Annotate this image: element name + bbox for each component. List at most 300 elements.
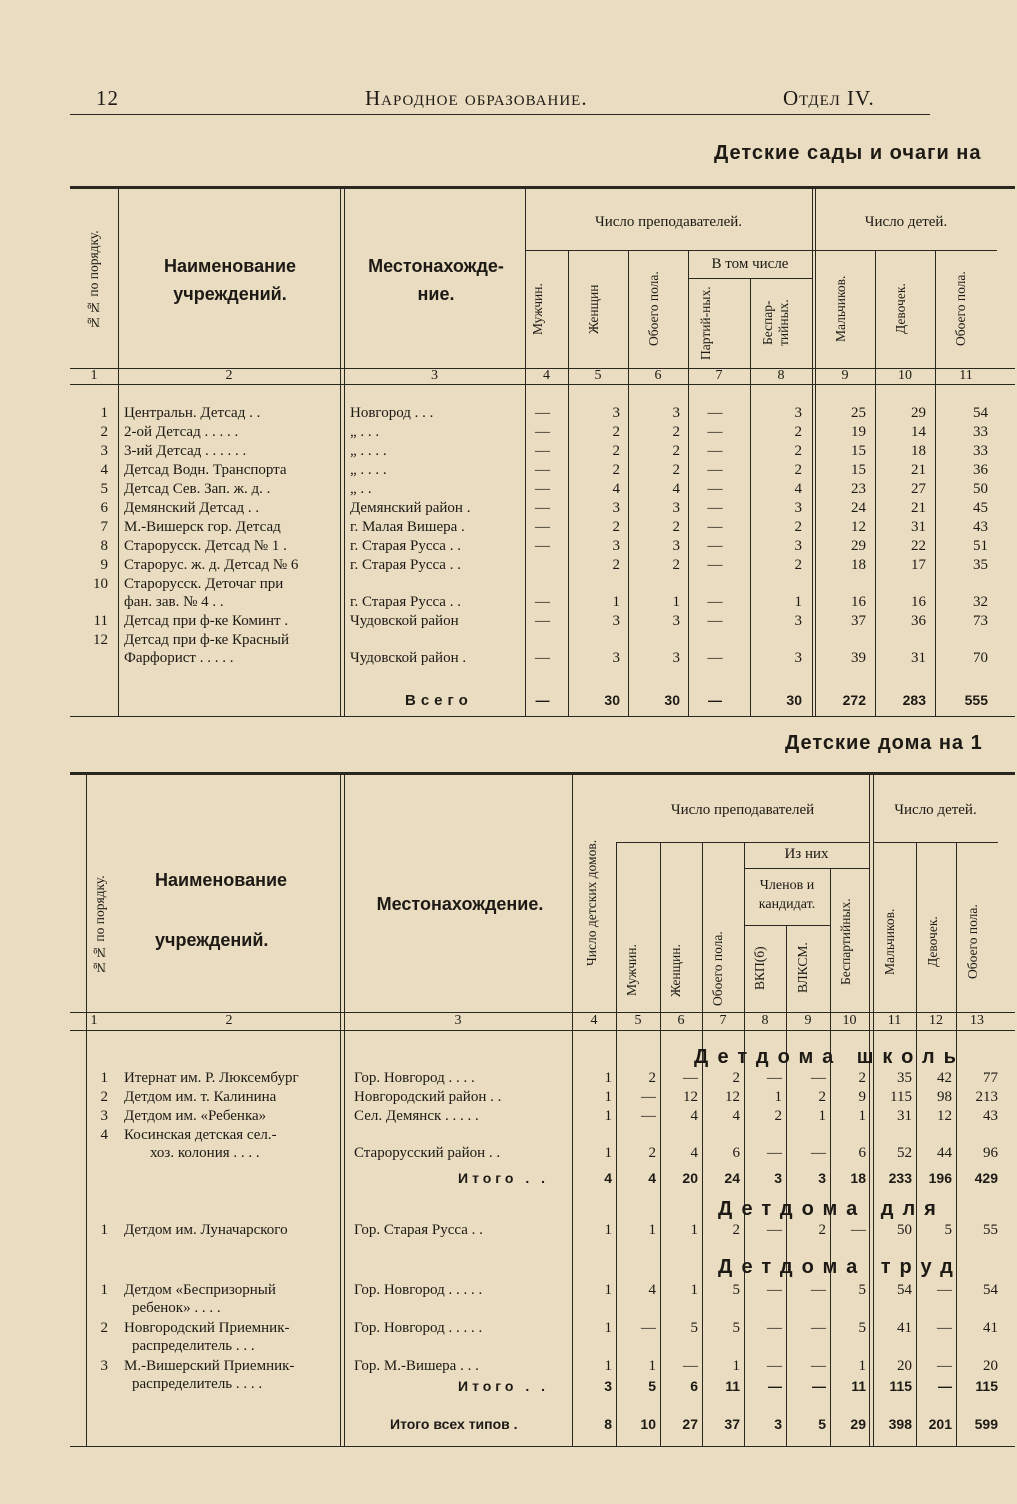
row-value: 1 xyxy=(672,594,680,610)
col-header-both2: Обоего пола. xyxy=(965,904,980,980)
row-value: 54 xyxy=(983,1282,998,1298)
row-location: Гор. М.-Вишера . . . xyxy=(354,1358,479,1374)
col-number: 11 xyxy=(887,1013,902,1028)
row-value: 21 xyxy=(911,462,926,478)
total-value: 115 xyxy=(975,1378,998,1394)
row-value: 16 xyxy=(851,594,866,610)
row-name: Детдом им. Луначарского xyxy=(124,1222,288,1238)
row-value: 4 xyxy=(690,1145,698,1161)
row-value: 6 xyxy=(858,1145,866,1161)
col-header-nonparty: Беспар-тийных. xyxy=(760,299,791,347)
total-value: 10 xyxy=(640,1416,656,1432)
row-location: Сел. Демянск . . . . . xyxy=(354,1108,479,1124)
row-value: 22 xyxy=(911,538,926,554)
row-name-cont: ребенок» . . . . xyxy=(132,1300,221,1316)
total-value: 283 xyxy=(902,692,926,708)
row-value: 1 xyxy=(604,1145,612,1161)
row-value: 98 xyxy=(937,1089,952,1105)
col-divider xyxy=(86,772,87,1446)
row-value: — xyxy=(707,443,723,459)
group-rule xyxy=(688,278,812,279)
row-value: 33 xyxy=(973,424,988,440)
row-value: 50 xyxy=(973,481,988,497)
row-value: 2 xyxy=(794,462,802,478)
row-value: 2 xyxy=(732,1222,740,1238)
row-value: 20 xyxy=(983,1358,998,1374)
row-value: 2 xyxy=(612,462,620,478)
total-value: 8 xyxy=(604,1416,612,1432)
total-label: Итого . . xyxy=(458,1378,550,1394)
row-value: 36 xyxy=(911,613,926,629)
row-value: 3 xyxy=(672,538,680,554)
row-name: Новгородский Приемник- xyxy=(124,1320,290,1336)
row-value: 2 xyxy=(648,1070,656,1086)
row-value: 3 xyxy=(612,405,620,421)
row-location: Гор. Новгород . . . . . xyxy=(354,1282,483,1298)
col-divider xyxy=(812,186,813,716)
row-value: — xyxy=(811,1358,826,1374)
total-value: 555 xyxy=(964,692,988,708)
row-value: 42 xyxy=(937,1070,952,1086)
total-value: 3 xyxy=(818,1170,826,1186)
row-value: 36 xyxy=(973,462,988,478)
group-rule xyxy=(815,250,997,251)
row-value: 35 xyxy=(973,557,988,573)
row-value: 3 xyxy=(794,500,802,516)
total-value: 29 xyxy=(850,1416,866,1432)
row-value: — xyxy=(811,1145,826,1161)
row-value: 2 xyxy=(672,424,680,440)
row-name-cont: фан. зав. № 4 . . xyxy=(124,594,224,610)
row-value: 3 xyxy=(672,405,680,421)
row-number: 1 xyxy=(100,1222,108,1238)
col-number: 5 xyxy=(594,368,602,383)
col-header-girls: Девочек. xyxy=(893,283,908,335)
row-value: 18 xyxy=(911,443,926,459)
row-value: 2 xyxy=(672,519,680,535)
table2-title: Детские дома на 1 xyxy=(785,732,983,754)
row-value: — xyxy=(707,519,723,535)
row-value: 23 xyxy=(851,481,866,497)
total-value: 599 xyxy=(974,1416,998,1432)
row-name: М.-Вишерский Приемник- xyxy=(124,1358,295,1374)
row-number: 1 xyxy=(100,405,108,421)
row-location: Чудовской район xyxy=(350,613,459,629)
col-header-both: Обоего пола. xyxy=(646,271,661,347)
col-header-men: Мужчин. xyxy=(530,283,545,335)
total-value: 11 xyxy=(725,1378,740,1394)
row-value: 2 xyxy=(794,424,802,440)
total-label: Всего xyxy=(405,692,473,709)
row-value: 31 xyxy=(911,519,926,535)
col-header-both2: Обоего пола. xyxy=(953,271,968,347)
row-value: 32 xyxy=(973,594,988,610)
col-number: 13 xyxy=(970,1013,984,1028)
row-value: — xyxy=(535,443,550,459)
row-value: 52 xyxy=(897,1145,912,1161)
col-header-incl: В том числе xyxy=(711,256,789,272)
table1-top-rule xyxy=(70,186,1015,189)
row-value: — xyxy=(707,613,723,629)
row-name: Старорусск. Деточаг при xyxy=(124,576,284,592)
row-value: 1 xyxy=(732,1358,740,1374)
row-value: 21 xyxy=(911,500,926,516)
row-value: 17 xyxy=(911,557,926,573)
col-number: 1 xyxy=(90,1013,98,1028)
col-header-teachers: Число преподавателей. xyxy=(594,214,743,230)
col-divider xyxy=(744,842,745,1446)
total-value: 233 xyxy=(888,1170,912,1186)
row-value: 2 xyxy=(672,557,680,573)
row-value: 43 xyxy=(983,1108,998,1124)
total-label: Итого всех типов . xyxy=(390,1416,518,1432)
col-divider xyxy=(340,772,341,1446)
row-location: г. Старая Русса . . xyxy=(350,557,461,573)
row-name: Косинская детская сел.- xyxy=(124,1127,277,1143)
row-name: 2-ой Детсад . . . . . xyxy=(124,424,239,440)
row-value: 1 xyxy=(648,1222,656,1238)
row-value: 4 xyxy=(612,481,620,497)
row-number: 3 xyxy=(100,1358,108,1374)
row-number: 3 xyxy=(100,443,108,459)
row-value: 1 xyxy=(648,1358,656,1374)
row-value: 3 xyxy=(794,650,802,666)
row-value: 2 xyxy=(672,443,680,459)
total-value: 18 xyxy=(850,1170,866,1186)
row-value: 4 xyxy=(794,481,802,497)
row-value: — xyxy=(811,1070,826,1086)
row-name: Демянский Детсад . . xyxy=(124,500,260,516)
section-label: Отдел IV. xyxy=(783,86,875,110)
row-value: 31 xyxy=(897,1108,912,1124)
row-value: 77 xyxy=(983,1070,998,1086)
row-value: 4 xyxy=(690,1108,698,1124)
row-value: 1 xyxy=(604,1282,612,1298)
row-value: 12 xyxy=(937,1108,952,1124)
row-name-cont: распределитель . . . xyxy=(132,1338,255,1354)
col-number: 9 xyxy=(841,368,849,383)
total-value: 3 xyxy=(604,1378,612,1394)
row-value: 1 xyxy=(604,1070,612,1086)
row-name: Старорус. ж. д. Детсад № 6 xyxy=(124,557,299,573)
col-header-teachers: Число преподавателей xyxy=(670,802,815,818)
row-value: 1 xyxy=(690,1222,698,1238)
total-value: 6 xyxy=(690,1378,698,1394)
group-rule xyxy=(744,925,830,926)
row-value: 6 xyxy=(732,1145,740,1161)
total-value: 11 xyxy=(851,1378,866,1394)
col-header-boys: Мальчиков. xyxy=(882,908,897,976)
row-value: 3 xyxy=(672,613,680,629)
table1-colnum-rule xyxy=(70,384,1015,385)
row-value: 37 xyxy=(851,613,866,629)
col-number: 8 xyxy=(777,368,785,383)
row-number: 1 xyxy=(100,1282,108,1298)
row-value: 12 xyxy=(725,1089,740,1105)
col-header-name: Наименование учреждений. xyxy=(155,870,288,950)
row-value: 41 xyxy=(897,1320,912,1336)
row-value: 2 xyxy=(818,1222,826,1238)
row-number: 2 xyxy=(100,424,108,440)
row-value: 33 xyxy=(973,443,988,459)
group-rule xyxy=(525,250,815,251)
row-name: Детсад при ф-ке Красный xyxy=(124,632,289,648)
row-number: 4 xyxy=(100,1127,108,1143)
row-value: 45 xyxy=(973,500,988,516)
row-location: г. Старая Русса . . xyxy=(350,594,461,610)
row-value: — xyxy=(937,1320,952,1336)
row-location: Демянский район . xyxy=(350,500,471,516)
row-value: — xyxy=(767,1358,782,1374)
row-value: — xyxy=(535,481,550,497)
col-number: 10 xyxy=(898,368,912,383)
total-value: — xyxy=(768,1378,782,1394)
col-number: 4 xyxy=(590,1013,598,1028)
row-value: 25 xyxy=(851,405,866,421)
row-value: 2 xyxy=(794,557,802,573)
row-value: 1 xyxy=(604,1089,612,1105)
header-rule xyxy=(70,114,930,115)
row-name: Детдом им. «Ребенка» xyxy=(124,1108,267,1124)
row-value: 70 xyxy=(973,650,988,666)
row-value: — xyxy=(535,405,550,421)
row-value: — xyxy=(767,1070,782,1086)
col-header-number: №№ по порядку. xyxy=(86,230,101,330)
row-value: 3 xyxy=(612,500,620,516)
col-divider xyxy=(702,842,703,1446)
row-value: — xyxy=(535,424,550,440)
total-value: — xyxy=(812,1378,826,1394)
row-value: — xyxy=(767,1320,782,1336)
col-header-boys: Мальчиков. xyxy=(833,275,848,343)
row-value: — xyxy=(937,1358,952,1374)
row-number: 4 xyxy=(100,462,108,478)
row-value: 2 xyxy=(612,557,620,573)
row-value: — xyxy=(851,1222,866,1238)
row-name-cont: хоз. колония . . . . xyxy=(150,1145,260,1161)
col-header-girls: Девочек. xyxy=(925,916,940,968)
col-header-location: Местонахождение. xyxy=(376,894,544,914)
row-value: 3 xyxy=(612,650,620,666)
col-number: 12 xyxy=(929,1013,943,1028)
total-value: 5 xyxy=(648,1378,656,1394)
row-number: 11 xyxy=(93,613,108,629)
row-value: 3 xyxy=(612,613,620,629)
row-value: — xyxy=(535,462,550,478)
row-value: 1 xyxy=(858,1108,866,1124)
total-value: 5 xyxy=(818,1416,826,1432)
row-value: 15 xyxy=(851,462,866,478)
row-value: 5 xyxy=(858,1282,866,1298)
row-value: 2 xyxy=(794,519,802,535)
row-value: 5 xyxy=(690,1320,698,1336)
row-value: 1 xyxy=(604,1222,612,1238)
row-value: — xyxy=(707,594,723,610)
row-name: Старорусск. Детсад № 1 . xyxy=(124,538,287,554)
row-value: 3 xyxy=(612,538,620,554)
col-header-children: Число детей. xyxy=(864,214,948,230)
col-divider xyxy=(344,186,345,716)
col-header-vkp: ВКП(б) xyxy=(752,946,767,990)
col-header-number: №№ по порядку. xyxy=(92,875,107,975)
group-rule xyxy=(873,842,998,843)
row-value: 29 xyxy=(851,538,866,554)
row-value: 2 xyxy=(858,1070,866,1086)
row-value: 2 xyxy=(794,443,802,459)
row-name: М.-Вишерск гор. Детсад xyxy=(124,519,281,535)
col-number: 7 xyxy=(719,1013,727,1028)
row-name-cont: распределитель . . . . xyxy=(132,1376,263,1392)
row-value: 55 xyxy=(983,1222,998,1238)
row-value: 31 xyxy=(911,650,926,666)
row-value: 2 xyxy=(612,519,620,535)
row-name: Детдом «Беспризорный xyxy=(124,1282,276,1298)
row-number: 10 xyxy=(93,576,108,592)
row-value: 35 xyxy=(897,1070,912,1086)
row-value: — xyxy=(767,1282,782,1298)
section-title: Детдома труд xyxy=(718,1256,962,1278)
row-value: — xyxy=(707,538,723,554)
row-value: — xyxy=(535,538,550,554)
col-number: 2 xyxy=(225,1013,233,1028)
col-number: 9 xyxy=(804,1013,812,1028)
row-value: — xyxy=(535,500,550,516)
total-value: 398 xyxy=(888,1416,912,1432)
col-header-children: Число детей. xyxy=(894,802,977,818)
total-value: 30 xyxy=(664,692,680,708)
row-value: — xyxy=(707,557,723,573)
row-number: 1 xyxy=(100,1070,108,1086)
row-value: 5 xyxy=(858,1320,866,1336)
row-value: — xyxy=(683,1358,698,1374)
row-value: — xyxy=(535,613,550,629)
row-value: 41 xyxy=(983,1320,998,1336)
col-number: 6 xyxy=(654,368,662,383)
row-value: 4 xyxy=(648,1282,656,1298)
col-header-women: Женщин xyxy=(586,284,601,334)
col-number: 6 xyxy=(677,1013,685,1028)
row-location: „ . . . . xyxy=(350,443,387,459)
row-value: 9 xyxy=(858,1089,866,1105)
row-value: 1 xyxy=(858,1358,866,1374)
page-number: 12 xyxy=(96,86,119,110)
row-value: 43 xyxy=(973,519,988,535)
row-value: 14 xyxy=(911,424,926,440)
row-value: — xyxy=(811,1282,826,1298)
col-header-both: Обоего пола. xyxy=(710,931,725,1006)
row-value: 51 xyxy=(973,538,988,554)
row-number: 9 xyxy=(100,557,108,573)
row-value: 3 xyxy=(794,538,802,554)
col-header-homes: Число детских домов. xyxy=(584,839,599,966)
col-header-of-them: Из них xyxy=(784,846,829,862)
row-value: — xyxy=(767,1145,782,1161)
col-number: 2 xyxy=(225,368,233,383)
row-value: — xyxy=(641,1089,656,1105)
row-location: „ . . xyxy=(350,481,372,497)
col-header-location: Местонахожде-ние. xyxy=(368,256,504,304)
row-name: Центральн. Детсад . . xyxy=(124,405,261,421)
row-value: — xyxy=(937,1282,952,1298)
row-value: — xyxy=(707,481,723,497)
row-value: 15 xyxy=(851,443,866,459)
row-value: 2 xyxy=(612,443,620,459)
table2-bottom-rule xyxy=(70,1446,1015,1447)
row-value: 2 xyxy=(648,1145,656,1161)
col-header-women: Женщин. xyxy=(668,944,683,997)
col-divider xyxy=(916,842,917,1446)
total-value: 4 xyxy=(648,1170,656,1186)
row-value: 1 xyxy=(604,1108,612,1124)
total-value: 3 xyxy=(774,1170,782,1186)
row-value: 4 xyxy=(672,481,680,497)
row-location: Чудовской район . xyxy=(350,650,467,666)
col-divider xyxy=(660,842,661,1446)
row-value: 29 xyxy=(911,405,926,421)
row-value: — xyxy=(707,462,723,478)
col-header-name: Наименование учреждений. xyxy=(163,256,297,304)
row-name: Детсад Сев. Зап. ж. д. . xyxy=(124,481,271,497)
row-number: 7 xyxy=(100,519,108,535)
row-location: Гор. Новгород . . . . . xyxy=(354,1320,483,1336)
total-value: 24 xyxy=(724,1170,740,1186)
col-divider xyxy=(616,842,617,1446)
col-header-vlksm: ВЛКСМ. xyxy=(795,942,810,994)
row-location: „ . . . . xyxy=(350,462,387,478)
row-number: 8 xyxy=(100,538,108,554)
col-number: 1 xyxy=(90,368,98,383)
col-header-party: Партий-ных. xyxy=(698,286,713,360)
col-number: 7 xyxy=(715,368,723,383)
row-value: 12 xyxy=(851,519,866,535)
row-value: 24 xyxy=(851,500,866,516)
row-value: 3 xyxy=(794,613,802,629)
total-value: 27 xyxy=(682,1416,698,1432)
row-number: 6 xyxy=(100,500,108,516)
row-name-cont: Фарфорист . . . . . xyxy=(124,650,234,666)
row-value: 16 xyxy=(911,594,926,610)
section-title: Детдома школь xyxy=(694,1046,965,1068)
row-name: Итернат им. Р. Люксембург xyxy=(124,1070,299,1086)
row-value: 2 xyxy=(732,1070,740,1086)
total-value: 201 xyxy=(928,1416,952,1432)
row-value: 1 xyxy=(690,1282,698,1298)
row-value: 54 xyxy=(897,1282,912,1298)
col-number: 5 xyxy=(634,1013,642,1028)
row-value: 213 xyxy=(975,1089,998,1105)
col-divider xyxy=(340,186,341,716)
table1-bottom-rule xyxy=(70,716,1015,717)
total-value: 30 xyxy=(786,692,802,708)
row-number: 5 xyxy=(100,481,108,497)
total-label: Итого . . xyxy=(458,1170,550,1186)
row-value: — xyxy=(707,500,723,516)
row-value: 2 xyxy=(672,462,680,478)
row-value: 3 xyxy=(672,650,680,666)
row-value: 1 xyxy=(604,1358,612,1374)
total-value: 272 xyxy=(842,692,866,708)
row-location: „ . . . xyxy=(350,424,380,440)
row-value: — xyxy=(707,650,723,666)
row-value: — xyxy=(641,1320,656,1336)
row-location: Новгород . . . xyxy=(350,405,434,421)
row-value: — xyxy=(767,1222,782,1238)
row-value: 3 xyxy=(672,500,680,516)
total-value: 4 xyxy=(604,1170,612,1186)
row-location: Старорусский район . . xyxy=(354,1145,501,1161)
row-value: 39 xyxy=(851,650,866,666)
total-value: 30 xyxy=(604,692,620,708)
